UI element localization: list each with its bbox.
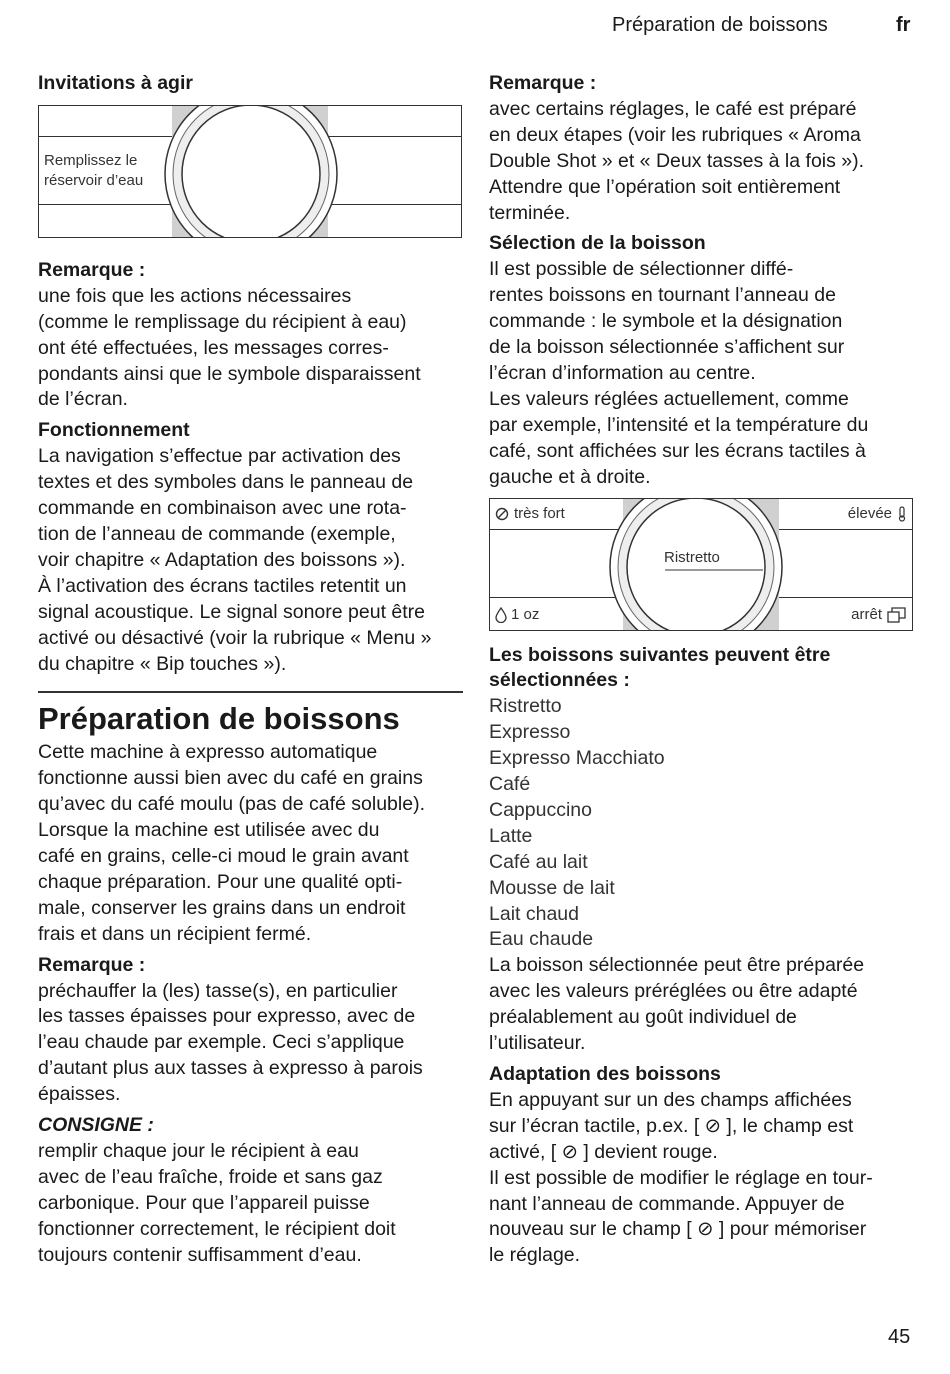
- paragraph-line: l’eau chaude par exemple. Ceci s’applique: [38, 1031, 405, 1054]
- paragraph-line: activé ou désactivé (voir la rubrique « Menu »: [38, 626, 432, 649]
- paragraph-line: préchauffer la (les) tasse(s), en particulier: [38, 979, 398, 1002]
- paragraph-line: pondants ainsi que le symbole disparaissent: [38, 362, 421, 385]
- paragraph-line: activé, [ ⊘ ] devient rouge.: [489, 1140, 718, 1163]
- paragraph-line: les tasses épaisses pour expresso, avec de: [38, 1005, 416, 1028]
- paragraph-line: commande : le symbole et la désignation: [489, 310, 843, 333]
- paragraph-line: toujours contenir suffisamment d’eau.: [38, 1243, 362, 1266]
- two-cups-icon: [887, 607, 907, 623]
- display-panel-drink: [489, 498, 913, 631]
- paragraph-line: frais et dans un récipient fermé.: [38, 922, 312, 945]
- selected-drink-name: Ristretto: [664, 548, 720, 566]
- paragraph-line: ont été effectuées, les messages corres-: [38, 336, 389, 359]
- temperature-value: élevée: [847, 504, 892, 522]
- consigne-heading: CONSIGNE :: [38, 1114, 154, 1137]
- paragraph-line: Double Shot » et « Deux tasses à la fois »).: [489, 149, 865, 172]
- drink-list-item: Mousse de lait: [489, 876, 615, 899]
- paragraph-line: préalablement au goût individuel de: [489, 1006, 797, 1029]
- paragraph-line: nouveau sur le champ [ ⊘ ] pour mémoriser: [489, 1218, 867, 1241]
- intensity-value: très fort: [514, 504, 565, 522]
- paragraph-line: avec certains réglages, le café est préparé: [489, 97, 857, 120]
- paragraph-line: fonctionne aussi bien avec du café en grains: [38, 767, 423, 790]
- page-number: 45: [888, 1326, 911, 1348]
- drink-list-item: Expresso: [489, 721, 571, 744]
- remarque-heading: Remarque :: [489, 72, 597, 94]
- paragraph-line: d’autant plus aux tasses à expresso à parois: [38, 1057, 423, 1080]
- selection-heading: Sélection de la boisson: [489, 232, 706, 255]
- paragraph-line: tion de l’anneau de commande (exemple,: [38, 522, 396, 545]
- thermometer-icon: [897, 506, 907, 522]
- drink-list-item: Eau chaude: [489, 928, 594, 951]
- drinks-heading: Les boissons suivantes peuvent être: [489, 643, 831, 666]
- section-divider: [38, 691, 463, 693]
- paragraph-line: Il est possible de sélectionner diffé-: [489, 258, 794, 281]
- paragraph-line: voir chapitre « Adaptation des boissons »).: [38, 548, 406, 571]
- field-double-cup[interactable]: [851, 604, 907, 626]
- adaptation-heading: Adaptation des boissons: [489, 1063, 721, 1085]
- drink-list-item: Cappuccino: [489, 798, 592, 821]
- paragraph-line: l’écran d’information au centre.: [489, 361, 756, 384]
- remarque-heading: Remarque :: [38, 258, 146, 281]
- display-panel-refill: [38, 105, 462, 238]
- paragraph-line: de l’écran.: [38, 388, 128, 411]
- left-column: [38, 71, 463, 1269]
- paragraph-line: en deux étapes (voir les rubriques « Aroma: [489, 123, 861, 146]
- paragraph-line: Attendre que l’opération soit entièrement: [489, 175, 841, 198]
- paragraph-line: gauche et à droite.: [489, 465, 651, 488]
- running-header-title: Préparation de boissons: [612, 14, 828, 36]
- paragraph-line: sur l’écran tactile, p.ex. [ ⊘ ], le champ est: [489, 1114, 854, 1137]
- paragraph-line: fonctionner correctement, le récipient doit: [38, 1217, 396, 1240]
- paragraph-line: textes et des symboles dans le panneau de: [38, 471, 414, 494]
- water-drop-icon: [495, 607, 507, 623]
- paragraph-line: une fois que les actions nécessaires: [38, 284, 352, 307]
- paragraph-line: commande en combinaison avec une rota-: [38, 497, 407, 520]
- drink-list-item: Café: [489, 773, 531, 796]
- panel-message-line-2: réservoir d’eau: [44, 171, 144, 189]
- drink-list-item: Lait chaud: [489, 902, 579, 925]
- paragraph-line: male, conserver les grains dans un endroit: [38, 896, 406, 919]
- paragraph-line: épaisses.: [38, 1083, 121, 1106]
- paragraph-line: En appuyant sur un des champs affichées: [489, 1088, 852, 1111]
- drink-list-item: Latte: [489, 824, 533, 847]
- paragraph-line: qu’avec du café moulu (pas de café soluble).: [38, 793, 425, 816]
- paragraph-line: nant l’anneau de commande. Appuyer de: [489, 1192, 845, 1215]
- double-cup-value: arrêt: [851, 605, 882, 623]
- paragraph-line: du chapitre « Bip touches »).: [38, 652, 287, 675]
- paragraph-line: (comme le remplissage du récipient à eau): [38, 310, 407, 333]
- paragraph-line: Cette machine à expresso automatique: [38, 741, 378, 764]
- paragraph-line: café, sont affichées sur les écrans tactiles à: [489, 439, 866, 462]
- paragraph-line: La boisson sélectionnée peut être préparée: [489, 954, 865, 977]
- paragraph-line: avec de l’eau fraîche, froide et sans gaz: [38, 1165, 383, 1188]
- paragraph-line: par exemple, l’intensité et la température du: [489, 413, 869, 436]
- paragraph-line: chaque préparation. Pour une qualité opti-: [38, 870, 403, 893]
- strength-icon: [495, 507, 509, 521]
- paragraph-line: Il est possible de modifier le réglage en tour-: [489, 1166, 873, 1189]
- paragraph-line: remplir chaque jour le récipient à eau: [38, 1140, 359, 1162]
- drink-list-item: Café au lait: [489, 850, 588, 873]
- paragraph-line: Les valeurs réglées actuellement, comme: [489, 387, 849, 410]
- drink-list-item: Ristretto: [489, 695, 562, 718]
- section-title: Préparation de boissons: [38, 701, 400, 737]
- paragraph-line: de la boisson sélectionnée s’affichent sur: [489, 336, 845, 359]
- paragraph-line: le réglage.: [489, 1244, 581, 1267]
- paragraph-line: café en grains, celle-ci moud le grain avant: [38, 845, 409, 868]
- paragraph-line: terminée.: [489, 201, 571, 224]
- language-code: fr: [896, 14, 911, 36]
- paragraph-line: rentes boissons en tournant l’anneau de: [489, 284, 836, 307]
- panel-message-line-1: Remplissez le: [44, 151, 138, 169]
- paragraph-line: avec les valeurs préréglées ou être adapté: [489, 980, 858, 1003]
- volume-value: 1 oz: [511, 605, 540, 623]
- paragraph-line: À l’activation des écrans tactiles retentit un: [38, 574, 407, 597]
- field-temperature[interactable]: [848, 503, 907, 525]
- invitations-heading: Invitations à agir: [38, 72, 193, 94]
- paragraph-line: La navigation s’effectue par activation des: [38, 445, 401, 468]
- paragraph-line: l’utilisateur.: [489, 1032, 586, 1055]
- drinks-heading: sélectionnées :: [489, 669, 630, 692]
- right-column: [489, 71, 914, 1269]
- paragraph-line: Lorsque la machine est utilisée avec du: [38, 819, 380, 842]
- paragraph-line: carbonique. Pour que l’appareil puisse: [38, 1191, 370, 1214]
- field-volume[interactable]: [495, 604, 539, 626]
- fonctionnement-heading: Fonctionnement: [38, 419, 190, 442]
- remarque-heading: Remarque :: [38, 953, 146, 976]
- field-intensity[interactable]: [495, 503, 565, 525]
- drink-list-item: Expresso Macchiato: [489, 747, 665, 770]
- paragraph-line: signal acoustique. Le signal sonore peut être: [38, 600, 426, 623]
